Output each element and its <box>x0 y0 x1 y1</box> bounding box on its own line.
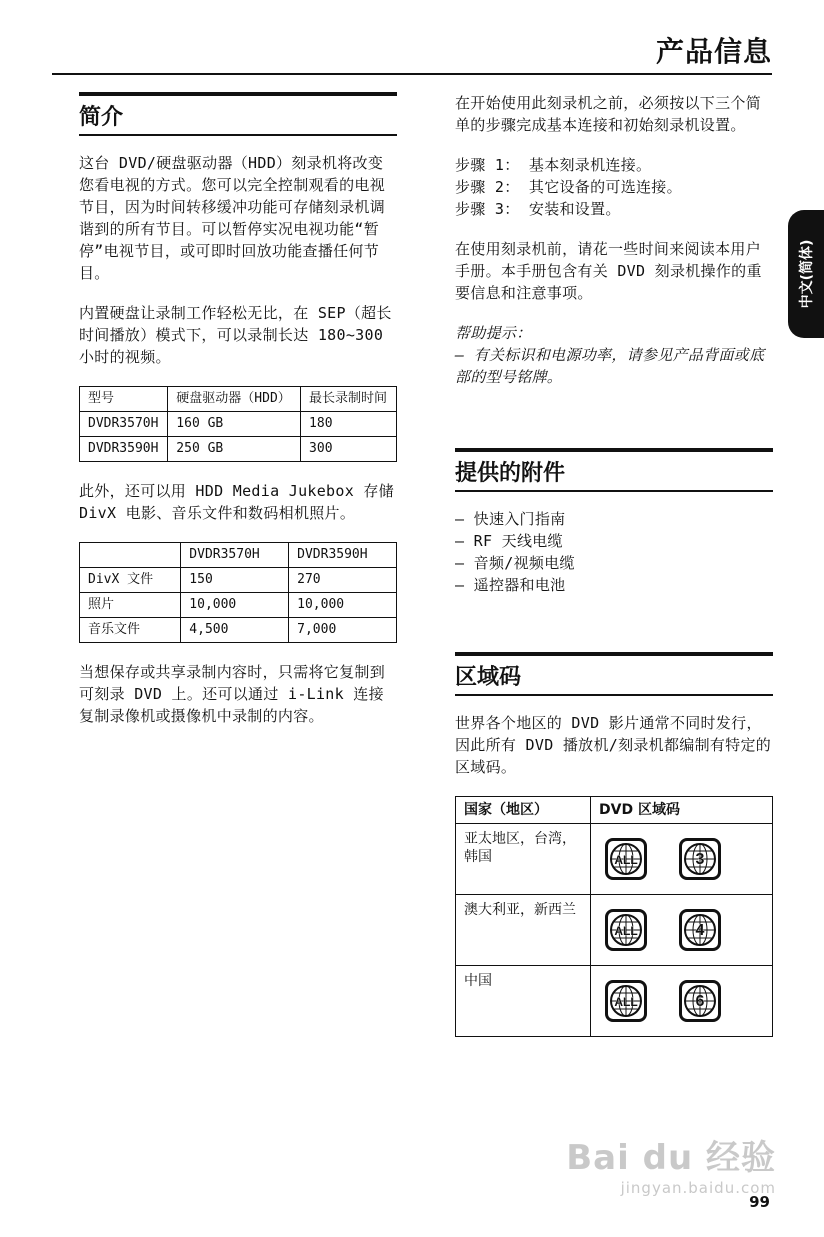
table-cell: 150 <box>181 568 289 593</box>
page-title: 产品信息 <box>655 35 772 68</box>
table-cell: 10,000 <box>181 593 289 618</box>
table-row <box>80 412 397 437</box>
region-all-icon <box>605 909 647 951</box>
setup-steps <box>455 154 773 220</box>
region-intro: 世界各个地区的 DVD 影片通常不同时发行，因此所有 DVD 播放机/刻录机都编制有特定的区域码。 <box>455 714 772 776</box>
table-row <box>80 593 397 618</box>
table-cell: 音乐文件 <box>80 618 181 643</box>
table-cell: 160 GB <box>168 412 301 437</box>
region-codes <box>591 966 773 1037</box>
table-cell: 180 <box>301 412 397 437</box>
region-name: 澳大利亚，新西兰 <box>456 895 591 966</box>
region-codes <box>591 824 773 895</box>
region-title: 区域码 <box>455 665 522 690</box>
region-code-label: ALL <box>614 924 638 938</box>
region-code-label: ALL <box>614 853 638 867</box>
region-code-table <box>455 796 773 1037</box>
region-code-label: 6 <box>695 993 705 1010</box>
list-item: – 音频/视频电缆 <box>455 554 575 572</box>
table-cell: 照片 <box>80 593 181 618</box>
accessories-list <box>455 508 773 596</box>
region-code-icon <box>679 838 721 880</box>
table-cell: 300 <box>301 437 397 462</box>
accessories-title: 提供的附件 <box>455 461 566 486</box>
language-tab[interactable] <box>788 210 824 338</box>
list-item: – 遥控器和电池 <box>455 576 566 594</box>
region-name: 亚太地区，台湾，韩国 <box>456 824 591 895</box>
manual-paragraph: 在使用刻录机前，请花一些时间来阅读本用户手册。本手册包含有关 DVD 刻录机操作的重要信息和注意事项。 <box>455 240 762 302</box>
intro-paragraph-2: 内置硬盘让录制工作轻松无比，在 SEP（超长时间播放）模式下，可以录制长达 180~300 小时的视频。 <box>79 304 392 366</box>
help-tip-title: 帮助提示： <box>455 324 532 342</box>
table-header-cell: 国家（地区） <box>456 797 591 824</box>
table-cell: 270 <box>289 568 397 593</box>
region-all-icon <box>605 838 647 880</box>
table-header-row <box>80 543 397 568</box>
watermark <box>566 1130 776 1197</box>
region-section-heading <box>455 652 773 696</box>
table-cell: 4,500 <box>181 618 289 643</box>
table-header-cell: DVDR3570H <box>181 543 289 568</box>
table-row <box>456 824 773 895</box>
region-code-label: 4 <box>695 922 705 939</box>
region-code-icon <box>679 980 721 1022</box>
setup-paragraph: 在开始使用此刻录机之前，必须按以下三个简单的步骤完成基本连接和初始刻录机设置。 <box>455 94 762 134</box>
help-tip <box>455 322 773 388</box>
watermark-logo: Bai du 经验 <box>566 1138 776 1178</box>
intro-paragraph-4: 当想保存或共享录制内容时，只需将它复制到可刻录 DVD 上。还可以通过 i-Link 连接复制录像机或摄像机中录制的内容。 <box>79 663 386 725</box>
region-code-label: ALL <box>614 995 638 1009</box>
language-tab-label: 中文(简体) <box>799 239 815 309</box>
help-tip-text: – 有关标识和电源功率，请参见产品背面或底部的型号铭牌。 <box>455 346 765 386</box>
step-item: 步骤 2： 其它设备的可选连接。 <box>455 178 682 196</box>
right-column <box>455 92 773 1055</box>
hdd-capacity-table <box>79 386 397 462</box>
table-header-row <box>456 797 773 824</box>
region-code-icon <box>679 909 721 951</box>
table-header-cell: DVDR3590H <box>289 543 397 568</box>
page-number: 99 <box>749 1193 770 1211</box>
media-capacity-table <box>79 542 397 643</box>
table-row <box>80 568 397 593</box>
intro-paragraph-3: 此外，还可以用 HDD Media Jukebox 存储 DivX 电影、音乐文件和数码相机照片。 <box>79 482 394 522</box>
intro-paragraph-1: 这台 DVD/硬盘驱动器（HDD）刻录机将改变您看电视的方式。您可以完全控制观看的电视节目，因为时间转移缓冲功能可存储刻录机调谐到的所有节目。可以暂停实况电视功能“暂停”电视节目，或可即时回放功能查播任何节目。 <box>79 154 386 282</box>
intro-title: 简介 <box>79 105 124 130</box>
list-item: – RF 天线电缆 <box>455 532 563 550</box>
table-header-row <box>80 387 397 412</box>
list-item: – 快速入门指南 <box>455 510 566 528</box>
header-rule <box>52 73 772 75</box>
left-column <box>79 92 397 745</box>
step-item: 步骤 1： 基本刻录机连接。 <box>455 156 652 174</box>
table-cell: 250 GB <box>168 437 301 462</box>
table-cell: 7,000 <box>289 618 397 643</box>
table-row <box>456 966 773 1037</box>
region-name: 中国 <box>456 966 591 1037</box>
step-item: 步骤 3： 安装和设置。 <box>455 200 621 218</box>
table-cell: DVDR3570H <box>80 412 168 437</box>
table-row <box>80 618 397 643</box>
watermark-url: jingyan.baidu.com <box>620 1179 776 1197</box>
table-header-cell: 最长录制时间 <box>301 387 397 412</box>
table-header-cell: DVD 区域码 <box>591 797 773 824</box>
table-header-cell: 硬盘驱动器（HDD） <box>168 387 301 412</box>
table-header-cell: 型号 <box>80 387 168 412</box>
region-all-icon <box>605 980 647 1022</box>
region-code-label: 3 <box>695 851 705 868</box>
accessories-section-heading <box>455 448 773 492</box>
table-cell: 10,000 <box>289 593 397 618</box>
region-codes <box>591 895 773 966</box>
table-cell: DivX 文件 <box>80 568 181 593</box>
table-cell: DVDR3590H <box>80 437 168 462</box>
table-row <box>456 895 773 966</box>
intro-section-heading <box>79 92 397 136</box>
table-header-cell <box>80 543 181 568</box>
table-row <box>80 437 397 462</box>
